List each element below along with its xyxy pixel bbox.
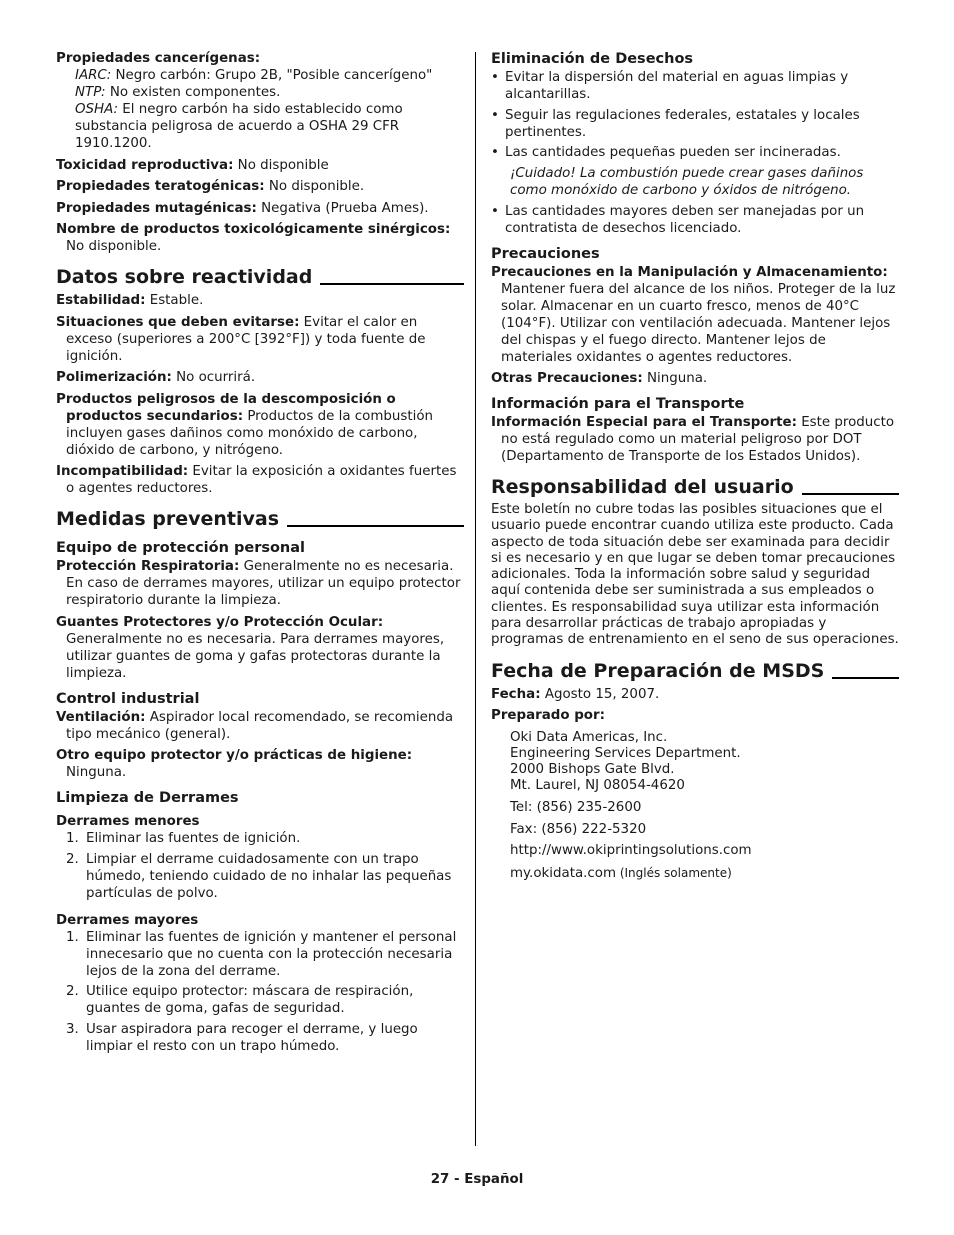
column-divider [475, 52, 476, 1146]
respiratory-protection [56, 558, 464, 609]
stability-value: Estable. [145, 293, 204, 308]
list-item: • Evitar la dispersión del material en aguas limpias y alcantarillas. [491, 70, 849, 102]
carcinogenic-label: Propiedades cancerígenas: [56, 51, 261, 66]
stability [56, 292, 464, 309]
avoid-value: Evitar el calor en exceso (superiores a 200°C [392°F]) y toda fuente de ignición. [66, 314, 426, 364]
transport-value: Este producto no está regulado como un material peligroso por DOT (Departamento de Transporte de los Estados Unidos). [501, 415, 895, 464]
preparer-address [491, 730, 899, 882]
gloves-value: Generalmente no es necesaria. Para derrames mayores, utilizar guantes de goma y gafas protectoras durante la limpieza. [66, 631, 445, 681]
minor-item-text: Limpiar el derrame cuidadosamente con un trapo húmedo, teniendo cuidado de no inhalar las pequeñas partículas de polvo. [86, 851, 452, 901]
list-item: 2. Utilice equipo protector: máscara de respiración, guantes de goma, gafas de seguridad. [66, 984, 414, 1016]
iarc-label: IARC: [75, 68, 112, 83]
gloves-label: Guantes Protectores y/o Protección Ocular: [56, 614, 384, 630]
mutagenic-value: Negativa (Prueba Ames). [256, 200, 429, 216]
decomp-label: Productos peligrosos de la descomposición o productos secundarios: [56, 391, 396, 424]
resp-label: Protección Respiratoria: [56, 559, 240, 574]
preventive-heading-text: Medidas preventivas [56, 508, 280, 530]
major-item-text: Utilice equipo protector: máscara de respiración, guantes de goma, gafas de seguridad. [86, 984, 414, 1016]
site-language-note: (Inglés solamente) [616, 865, 732, 880]
disposal-item-text: Las cantidades pequeñas pueden ser incineradas. [505, 145, 841, 160]
vent-value: Aspirador local recomendado, se recomienda tipo mecánico (general). [66, 709, 454, 742]
handling-label: Precauciones en la Manipulación y Almacenamiento: [491, 264, 888, 280]
date-label: Fecha: [491, 686, 541, 702]
major-spills-list [56, 929, 464, 1055]
reproductive-toxicity [56, 157, 464, 174]
website-link[interactable]: http://www.okiprintingsolutions.com [510, 843, 752, 859]
heading-rule [832, 677, 899, 679]
mutagenic-label: Propiedades mutagénicas: [56, 200, 257, 216]
user-responsibility-heading-text: Responsabilidad del usuario [491, 476, 794, 498]
gloves-eye-protection [56, 614, 464, 682]
right-column [491, 50, 899, 882]
teratogenic-label: Propiedades teratogénicas: [56, 179, 265, 194]
list-item: 1. Eliminar las fuentes de ignición y mantener el personal innecesario que no cuenta con la protección necesaria lejos de la zona del derrame. [66, 929, 457, 979]
avoid-label: Situaciones que deben evitarse: [56, 314, 300, 330]
major-item-text: Usar aspiradora para recoger el derrame, y luego limpiar el resto con un trapo húmedo. [86, 1021, 418, 1054]
reactivity-heading [56, 265, 464, 289]
decomp-value: Productos de la combustión incluyen gases dañinos como monóxido de carbono, dióxido de carbono, y nitrógeno. [66, 408, 433, 458]
ntp-label: NTP: [75, 85, 106, 100]
user-responsibility-text: Este boletín no cubre todas las posibles situaciones que el usuario puede encontrar cuando utiliza este producto. Cada aspecto de toda situación debe ser examinada para decidir si es necesario y en que lugar se deben tomar precauciones adicionales. Toda la información sobre salud y seguridad aquí contenida debe ser suministrada a sus empleados o clientes. Es responsabilidad suya utilizar esta información para desarrollar prácticas de trabajo apropiadas y programas de entrenamiento en el seno de sus operaciones. [491, 502, 899, 648]
vent-label: Ventilación: [56, 709, 146, 725]
page-footer [0, 1172, 954, 1187]
ntp-value: No existen componentes. [105, 85, 281, 100]
major-item-text: Eliminar las fuentes de ignición y mantener el personal innecesario que no cuenta con la protección necesaria lejos de la zona del derrame. [86, 929, 457, 979]
disposal-list-continued [491, 203, 899, 237]
handling-storage [491, 264, 899, 366]
conditions-to-avoid [56, 314, 464, 365]
synergistic-label: Nombre de productos toxicológicamente sinérgicos: [56, 222, 451, 237]
major-spills-heading: Derrames mayores [56, 912, 199, 928]
heading-rule [287, 525, 464, 527]
minor-spills-heading: Derrames menores [56, 814, 200, 829]
date-value: Agosto 15, 2007. [540, 686, 660, 702]
msds-date-heading [491, 659, 899, 683]
list-item: • Las cantidades pequeñas pueden ser incineradas. [491, 145, 841, 160]
list-item: • Las cantidades mayores deben ser manejadas por un contratista de desechos licenciado. [491, 203, 865, 236]
minor-spills-list [56, 830, 464, 902]
stability-label: Estabilidad: [56, 293, 146, 308]
ppe-heading: Equipo de protección personal [56, 540, 306, 556]
polymerization [56, 369, 464, 386]
osha-value: El negro carbón ha sido establecido como substancia peligrosa de acuerdo a OSHA 29 CFR 1910.1200. [75, 102, 403, 151]
teratogenic-value: No disponible. [264, 179, 365, 194]
handling-value: Mantener fuera del alcance de los niños. Proteger de la luz solar. Almacenar en un cuarto fresco, menos de 40°C (104°F). Utilizar con ventilación adecuada. Mantener lejos del chispas y el fuego directo. Mantener lejos de materiales oxidantes o agentes reductores. [501, 281, 896, 365]
heading-rule [802, 493, 899, 495]
disposal-item-text: Seguir las regulaciones federales, estatales y locales pertinentes. [505, 107, 860, 140]
minor-item-text: Eliminar las fuentes de ignición. [86, 831, 301, 846]
phone-number: Tel: (856) 235-2600 [510, 800, 642, 816]
list-item: 1. Eliminar las fuentes de ignición. [66, 831, 301, 846]
reproductive-toxicity-value: No disponible [233, 157, 329, 173]
support-site-link[interactable]: my.okidata.com [510, 865, 616, 881]
transport-heading: Información para el Transporte [491, 396, 745, 412]
iarc-value: Negro carbón: Grupo 2B, "Posible cancerígeno" [111, 68, 433, 83]
msds-date-heading-text: Fecha de Preparación de MSDS [491, 659, 825, 682]
reactivity-heading-text: Datos sobre reactividad [56, 266, 313, 288]
transport-info [491, 414, 899, 465]
spill-cleanup-heading: Limpieza de Derrames [56, 790, 239, 806]
other-precautions [491, 370, 899, 387]
other-equipment-value: Ninguna. [66, 765, 127, 780]
synergistic-products [56, 221, 464, 255]
list-item: 2. Limpiar el derrame cuidadosamente con un trapo húmedo, teniendo cuidado de no inhalar las pequeñas partículas de polvo. [66, 851, 452, 901]
ventilation [56, 709, 464, 743]
other-precautions-value: Ninguna. [642, 371, 708, 386]
disposal-item-text: Las cantidades mayores deben ser manejadas por un contratista de desechos licenciado. [505, 203, 865, 236]
department: Engineering Services Department. [510, 746, 741, 762]
synergistic-value: No disponible. [66, 239, 162, 254]
page-number: 27 - Español [430, 1172, 524, 1187]
transport-label: Información Especial para el Transporte: [491, 415, 797, 430]
disposal-item-text: Evitar la dispersión del material en aguas limpias y alcantarillas. [505, 70, 849, 102]
incompat-value: Evitar la exposición a oxidantes fuertes o agentes reductores. [66, 464, 457, 496]
carcinogenic-details [56, 67, 464, 152]
other-protective-equipment [56, 747, 464, 781]
decomposition-products [56, 391, 464, 459]
disposal-list [491, 69, 899, 161]
teratogenic-properties [56, 178, 464, 195]
resp-value: Generalmente no es necesaria. En caso de derrames mayores, utilizar un equipo protector respiratorio durante la limpieza. [66, 559, 461, 608]
disposal-heading: Eliminación de Desechos [491, 51, 694, 67]
other-equipment-label: Otro equipo protector y/o prácticas de higiene: [56, 748, 413, 763]
other-precautions-label: Otras Precauciones: [491, 371, 643, 386]
city-state-zip: Mt. Laurel, NJ 08054-4620 [510, 778, 685, 794]
msds-date [491, 686, 899, 703]
industrial-control-heading: Control industrial [56, 690, 200, 707]
mutagenic-properties [56, 200, 464, 217]
fax-number: Fax: (856) 222-5320 [510, 821, 647, 837]
osha-label: OSHA: [75, 102, 119, 117]
preventive-heading [56, 507, 464, 531]
polymer-value: No ocurrirá. [171, 370, 256, 385]
polymer-label: Polimerización: [56, 370, 172, 385]
combustion-caution: ¡Cuidado! La combustión puede crear gases dañinos como monóxido de carbono y óxidos de nitrógeno. [510, 165, 864, 198]
street-address: 2000 Bishops Gate Blvd. [510, 762, 675, 778]
reproductive-toxicity-label: Toxicidad reproductiva: [56, 157, 234, 173]
precautions-heading: Precauciones [491, 245, 600, 262]
incompat-label: Incompatibilidad: [56, 464, 189, 479]
user-responsibility-heading [491, 475, 899, 499]
left-column [56, 50, 464, 1058]
list-item: 3. Usar aspiradora para recoger el derrame, y luego limpiar el resto con un trapo húmedo. [66, 1021, 418, 1054]
carcinogenic-block [56, 50, 464, 152]
company-name: Oki Data Americas, Inc. [510, 730, 668, 746]
heading-rule [320, 283, 464, 285]
prepared-by-label: Preparado por: [491, 708, 605, 724]
incompatibility [56, 463, 464, 497]
list-item: • Seguir las regulaciones federales, estatales y locales pertinentes. [491, 107, 860, 140]
